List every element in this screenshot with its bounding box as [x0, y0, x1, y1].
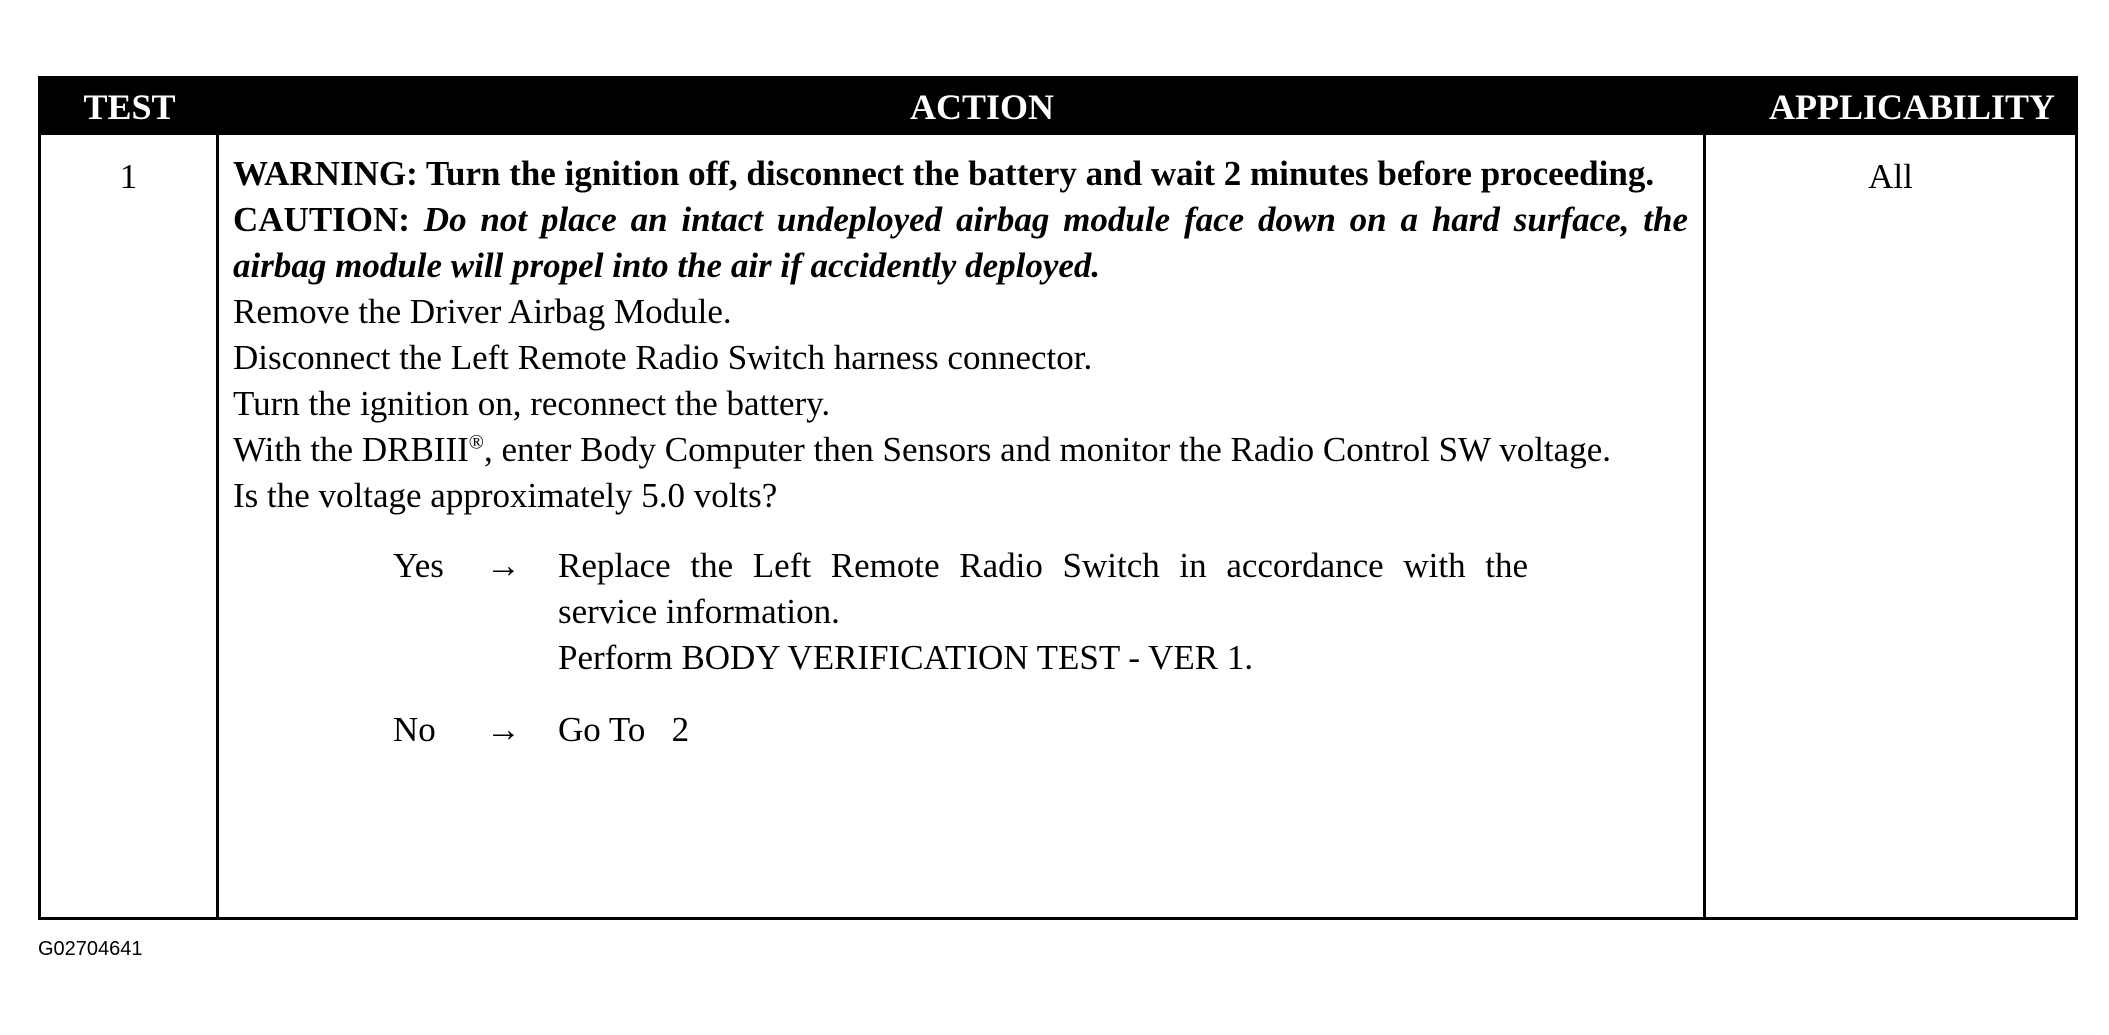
yes-line-verify: Perform BODY VERIFICATION TEST - VER 1. — [558, 638, 1254, 677]
step-ignition-on: Turn the ignition on, reconnect the battery. — [233, 384, 831, 423]
caution-label: CAUTION: — [233, 200, 410, 239]
diagnostic-test-table — [38, 76, 2078, 920]
header-applicability: APPLICABILITY — [1768, 87, 2056, 127]
no-instructions — [558, 707, 1528, 753]
step-disconnect-connector: Disconnect the Left Remote Radio Switch harness connector. — [233, 338, 1093, 377]
applicability-value: All — [1868, 157, 1913, 196]
column-divider — [1703, 135, 1706, 917]
step-remove-airbag: Remove the Driver Airbag Module. — [233, 292, 732, 331]
caution-text — [233, 197, 1688, 289]
header-test: TEST — [83, 87, 176, 127]
column-divider — [216, 135, 219, 917]
no-goto: Go To 2 — [558, 710, 690, 749]
arrow-icon: → — [486, 710, 521, 749]
no-label: No — [393, 710, 436, 749]
yes-line-replace: Replace the Left Remote Radio Switch in accordance with the service information. — [558, 546, 1528, 631]
no-branch — [233, 707, 1688, 753]
drbiii-suffix: , enter Body Computer then Sensors and monitor the Radio Control SW voltage. — [483, 430, 1611, 469]
registered-mark: ® — [468, 431, 484, 454]
yes-branch — [233, 543, 1688, 681]
action-cell — [233, 151, 1688, 753]
figure-code: G02704641 — [38, 938, 143, 960]
question-text: Is the voltage approximately 5.0 volts? — [233, 476, 778, 515]
table-header — [41, 79, 2075, 135]
arrow-icon: → — [486, 546, 521, 585]
yes-instructions — [558, 543, 1528, 681]
drbiii-prefix: With the DRBIII — [233, 430, 469, 469]
step-drbiii — [233, 427, 1688, 473]
warning-text: WARNING: Turn the ignition off, disconnect the battery and wait 2 minutes before proceeding. — [233, 154, 1655, 193]
yes-label: Yes — [393, 546, 444, 585]
header-action: ACTION — [909, 87, 1055, 127]
caution-body: Do not place an intact undeployed airbag module face down on a hard surface, the airbag module will propel into the air if accidently deployed. — [233, 200, 1688, 285]
test-number: 1 — [119, 157, 138, 196]
